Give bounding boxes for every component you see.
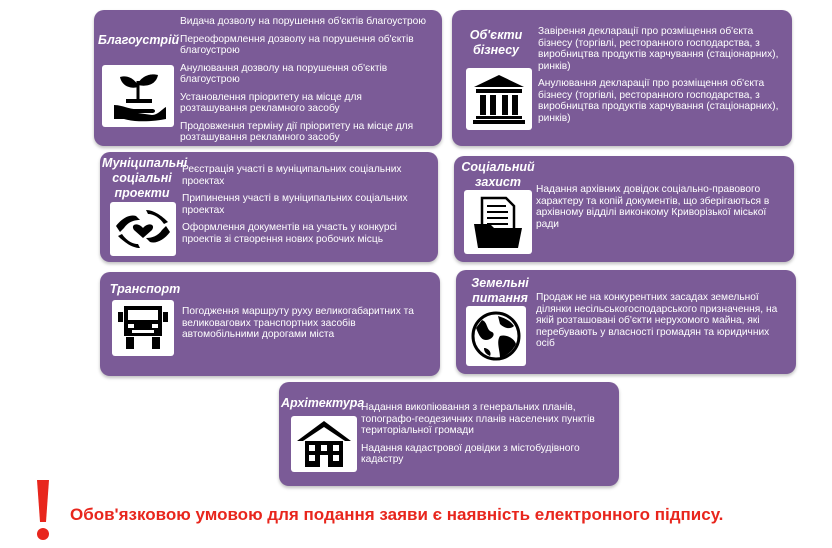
card-blagoustriy[interactable] bbox=[94, 10, 442, 146]
document-folder-icon bbox=[464, 190, 532, 254]
service-item[interactable]: Надання кадастрової довідки з містобудівного кадастру bbox=[361, 442, 580, 465]
house-icon bbox=[291, 416, 357, 472]
plant-in-hand-icon bbox=[102, 65, 174, 127]
service-item[interactable]: Видача дозволу на порушення об'єктів благоустрою bbox=[180, 16, 426, 27]
service-item[interactable]: Установлення пріоритету на місце для розташування рекламного засобу bbox=[180, 91, 362, 114]
card-municipal[interactable] bbox=[100, 152, 438, 262]
card-title: Архітектура bbox=[281, 396, 365, 410]
card-land[interactable] bbox=[456, 270, 796, 374]
card-social[interactable] bbox=[454, 156, 794, 262]
service-item[interactable]: Реєстрація участі в муніципальних соціальних проектах bbox=[182, 164, 402, 187]
card-title: Об'єкти бізнесу bbox=[469, 28, 523, 57]
card-transport[interactable] bbox=[100, 272, 440, 376]
card-title: Муніципальні соціальні проекти bbox=[102, 156, 188, 200]
service-item[interactable]: Погодження маршруту руху великогабаритних та великовагових транспортних засобів автомобільними дорогами міста bbox=[182, 306, 414, 340]
items-list bbox=[536, 184, 786, 236]
service-item[interactable]: Анулювання декларації про розміщення об'єкта бізнесу (торгівлі, ресторанного господарства, з виробництва продуктів харчування (стаціонарних), ринків) bbox=[538, 78, 779, 124]
service-item[interactable]: Надання архівних довідок соціально-правового характеру та копій документів, що зберігаються в архівному відділі виконкому Криворізької міської ради bbox=[536, 184, 770, 230]
service-item[interactable]: Завірення декларації про розміщення об'єкта бізнесу (торгівлі, ресторанного господарства, з виробництва продуктів харчування (стаціонарних), ринків) bbox=[538, 26, 779, 72]
items-list bbox=[538, 26, 784, 130]
exclamation-icon bbox=[34, 478, 52, 542]
card-title: Соціальний захист bbox=[461, 160, 535, 189]
items-list bbox=[361, 402, 613, 472]
items-list bbox=[180, 16, 430, 150]
truck-icon bbox=[112, 300, 174, 356]
service-item[interactable]: Надання викопіювання з генеральних планів, топографо-геодезичних планів населених пунктів територіальної громади bbox=[361, 402, 595, 436]
card-title: Благоустрій bbox=[98, 33, 180, 47]
service-item[interactable]: Продовження терміну дії пріоритету на місце для розташування рекламного засобу bbox=[180, 120, 414, 143]
service-item[interactable]: Переоформлення дозволу на порушення об'єктів благоустрою bbox=[180, 33, 414, 56]
service-item[interactable]: Анулювання дозволу на порушення об'єктів благоустрою bbox=[180, 62, 388, 85]
items-list bbox=[182, 164, 428, 251]
service-item[interactable]: Оформлення документів на участь у конкурсі проектів зі створення нових робочих місць bbox=[182, 222, 397, 245]
items-list bbox=[536, 292, 788, 356]
classical-building-icon bbox=[466, 68, 532, 130]
footer-notice: Обов'язковою умовою для подання заяви є наявність електронного підпису. bbox=[70, 505, 724, 524]
items-list bbox=[182, 306, 434, 347]
card-title: Земельні питання bbox=[471, 276, 529, 305]
globe-icon bbox=[466, 306, 526, 366]
card-obiekty[interactable] bbox=[452, 10, 792, 146]
service-item[interactable]: Припинення участі в муніципальних соціальних проектах bbox=[182, 193, 408, 216]
card-architecture[interactable] bbox=[279, 382, 619, 486]
service-item[interactable]: Продаж не на конкурентних засадах земельної ділянки несільськогосподарського призначення, на якій розташовані об'єкти нерухомого майна, які перебувають у власності громадян та юридичних осіб bbox=[536, 292, 778, 349]
card-title: Транспорт bbox=[109, 282, 181, 296]
hands-heart-icon bbox=[110, 202, 176, 256]
